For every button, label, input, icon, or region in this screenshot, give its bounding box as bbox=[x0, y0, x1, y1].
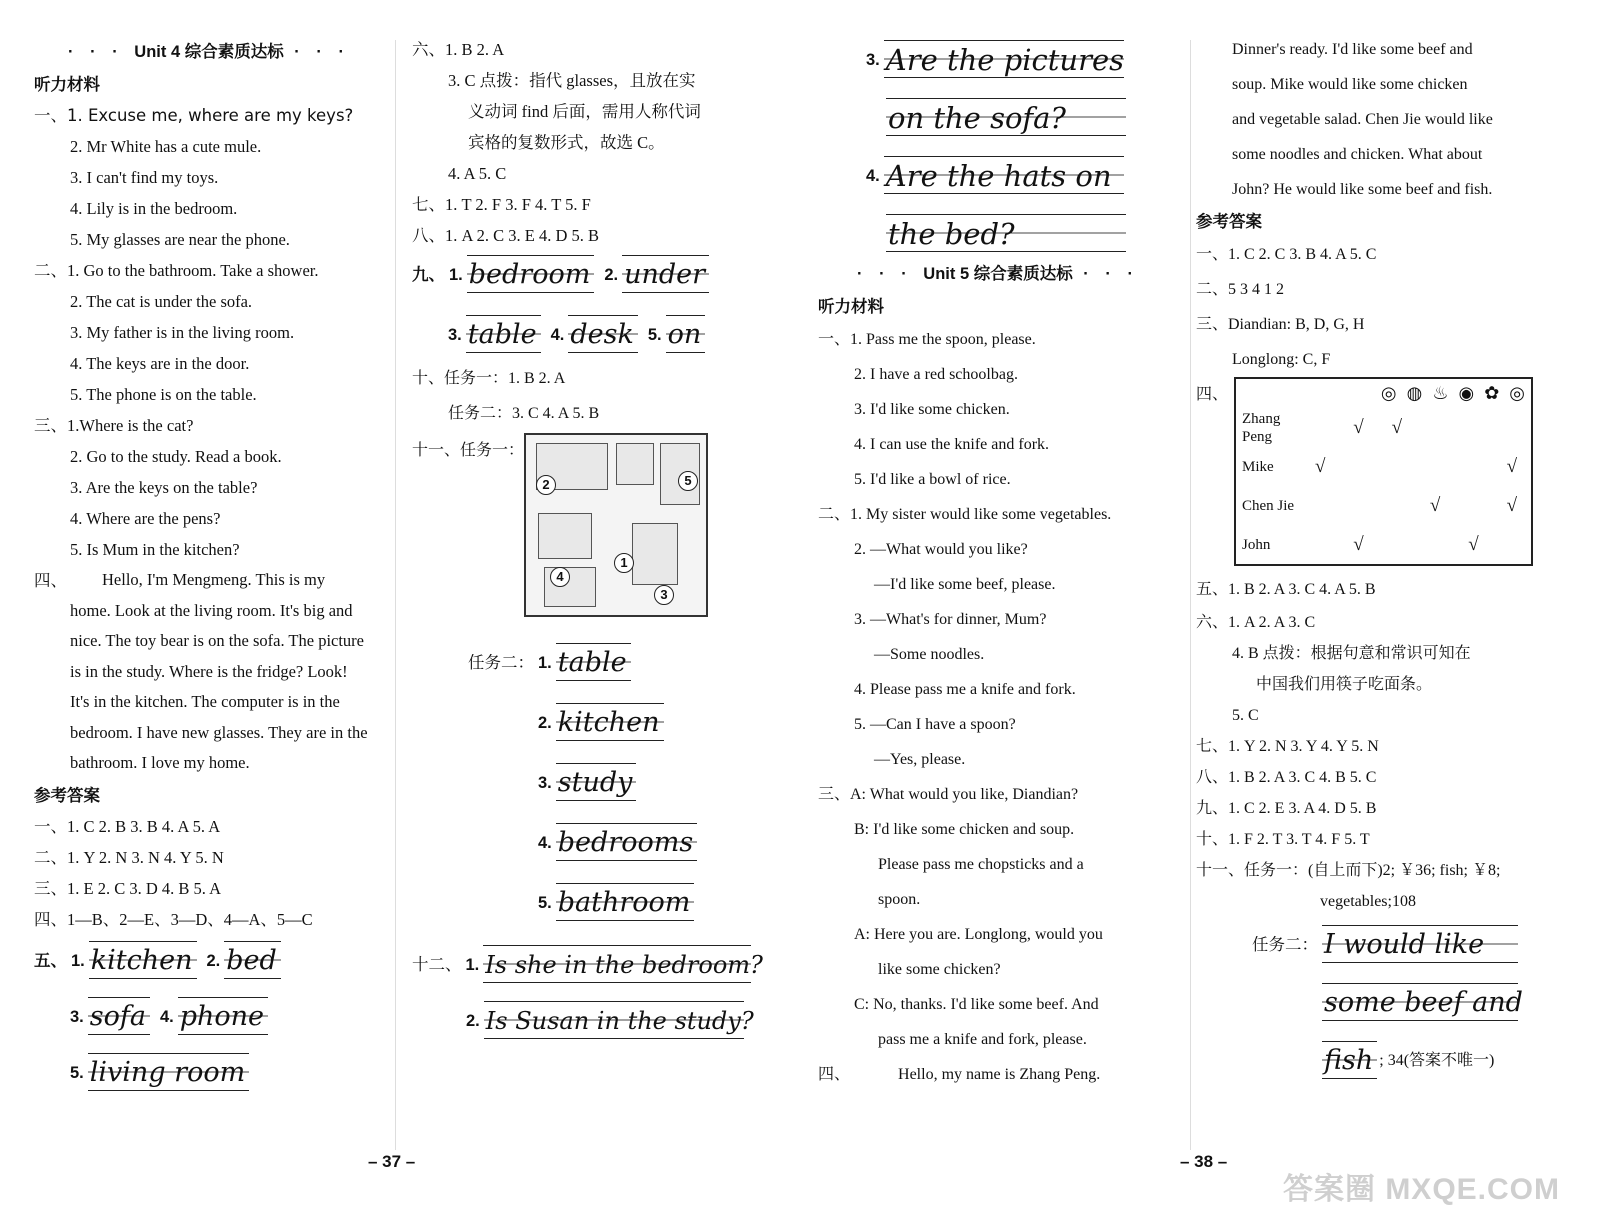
twelve-num-2: 2. bbox=[466, 1012, 480, 1030]
answers-heading: 参考答案 bbox=[34, 785, 100, 805]
top-sentence-4: the bed? bbox=[886, 214, 1126, 252]
u5-s1-line-4: 4. I can use the knife and fork. bbox=[854, 436, 1050, 453]
food-table-check: √ bbox=[1353, 533, 1364, 555]
u5-answer-11b: vegetables;108 bbox=[1320, 893, 1416, 910]
eleven-row bbox=[412, 433, 782, 617]
s2-line-3: 3. My father is in the living room. bbox=[70, 323, 295, 342]
u5-answer-6c: 中国我们用筷子吃面条。 bbox=[1256, 676, 1433, 693]
eleven-task2-row-5 bbox=[412, 883, 782, 921]
twelve-num-1: 1. bbox=[465, 956, 480, 974]
u5-task2-line-3: fish bbox=[1322, 1041, 1377, 1079]
six-3-line: 3. C 点拨：指代 glasses，且放在实 bbox=[448, 71, 696, 90]
food-table-person: Zhang Peng bbox=[1242, 410, 1281, 445]
food-table-row bbox=[1236, 447, 1531, 486]
food-table-check: √ bbox=[1506, 455, 1518, 477]
five-word-1: kitchen bbox=[89, 941, 197, 979]
food-table-check bbox=[1454, 408, 1492, 447]
food-table-check bbox=[1454, 447, 1492, 486]
fish-icon: ✿ bbox=[1484, 383, 1500, 404]
food-table-check bbox=[1301, 486, 1339, 525]
s1-line-5: 5. My glasses are near the phone. bbox=[70, 230, 290, 249]
food-table-person: Chen Jie bbox=[1242, 497, 1295, 514]
ten-line-2: 任务二：3. C 4. A 5. B bbox=[448, 405, 600, 422]
right-col-1 bbox=[818, 40, 1178, 1092]
cont-line-1: Dinner's ready. I'd like some beef and bbox=[1232, 41, 1473, 58]
eleven-task2-word-1: table bbox=[556, 643, 631, 681]
food-table-check bbox=[1339, 486, 1377, 525]
u5-answer-8: 八、1. B 2. A 3. C 4. B 5. C bbox=[1196, 769, 1377, 786]
watermark-logo: 答案圈 MXQE.COM bbox=[1282, 1173, 1560, 1206]
food-table-person: John bbox=[1242, 536, 1271, 553]
food-table bbox=[1234, 377, 1533, 566]
page-number-38: – 38 – bbox=[1180, 1152, 1228, 1171]
map-marker-5: 5 bbox=[678, 471, 698, 491]
eleven-task2-word-5: bathroom bbox=[556, 883, 695, 921]
u5-s4-text: Hello, my name is Zhang Peng. bbox=[898, 1066, 1101, 1083]
five-row-2 bbox=[34, 997, 384, 1035]
eleven-task2-num-4: 4. bbox=[538, 834, 552, 852]
u5-s4-label: 四、 bbox=[818, 1066, 851, 1083]
s2-line-2: 2. The cat is under the sofa. bbox=[70, 292, 253, 311]
answer-line-2: 二、1. Y 2. N 3. N 4. Y 5. N bbox=[34, 847, 224, 867]
food-table-check: √ bbox=[1506, 494, 1518, 516]
u5-answer-1: 一、1. C 2. C 3. B 4. A 5. C bbox=[1196, 246, 1377, 263]
u5-task2-line-1: I would like bbox=[1322, 925, 1518, 963]
eleven-task2-label: 任务二： bbox=[468, 654, 534, 672]
u5-answer-7: 七、1. Y 2. N 3. Y 4. Y 5. N bbox=[1196, 738, 1379, 755]
s2-line-1: 二、1. Go to the bathroom. Take a shower. bbox=[34, 261, 319, 280]
eleven-task2-num-3: 3. bbox=[538, 774, 552, 792]
cont-line-2: soup. Mike would like some chicken bbox=[1232, 76, 1468, 93]
s1-line-2: 2. Mr White has a cute mule. bbox=[70, 137, 262, 156]
five-num-2: 2. bbox=[206, 951, 221, 970]
unit4-title-text: Unit 4 综合素质达标 bbox=[134, 43, 284, 61]
six-45-line: 4. A 5. C bbox=[448, 164, 507, 183]
five-word-3: sofa bbox=[88, 997, 150, 1035]
unit5-title bbox=[818, 256, 1178, 292]
u5-task2-tail: ; 34(答案不唯一) bbox=[1379, 1052, 1495, 1069]
eight-line: 八、1. A 2. C 3. E 4. D 5. B bbox=[412, 226, 600, 245]
title-dots: · · · bbox=[68, 43, 135, 61]
eleven-task2-num-5: 5. bbox=[538, 894, 552, 912]
food-table-check: √ bbox=[1391, 416, 1403, 438]
five-num-5: 5. bbox=[70, 1063, 84, 1082]
top-num-3: 3. bbox=[866, 51, 880, 69]
u5-s4-line bbox=[818, 1057, 1178, 1092]
food-icon-row bbox=[1236, 379, 1531, 408]
food-table-check bbox=[1378, 447, 1416, 486]
eleven-task2-row-4 bbox=[412, 823, 782, 861]
five-word-5: living room bbox=[88, 1053, 249, 1091]
top-row-2 bbox=[818, 98, 1178, 136]
map-marker-1: 1 bbox=[614, 553, 634, 573]
answer-line-1: 一、1. C 2. B 3. B 4. A 5. A bbox=[34, 816, 221, 836]
u5-s3-line-4: spoon. bbox=[878, 891, 921, 908]
food-table-row bbox=[1236, 525, 1531, 564]
u5-s1-line-3: 3. I'd like some chicken. bbox=[854, 401, 1010, 418]
map-room bbox=[616, 443, 654, 485]
u5-task2-row-3 bbox=[1196, 1041, 1546, 1079]
five-num-3: 3. bbox=[70, 1007, 84, 1026]
u5-s1-line-5: 5. I'd like a bowl of rice. bbox=[854, 471, 1011, 488]
five-num-1: 1. bbox=[71, 951, 85, 970]
u5-answer-6b: 4. B 点拨：根据句意和常识可知在 bbox=[1232, 645, 1471, 662]
eleven-task2-row-1 bbox=[412, 643, 782, 681]
title-dots: · · · bbox=[1072, 265, 1139, 283]
salad-icon: ◎ bbox=[1509, 383, 1525, 404]
seven-line: 七、1. T 2. F 3. F 4. T 5. F bbox=[412, 195, 591, 214]
food-table-check bbox=[1339, 447, 1377, 486]
u5-answer-10: 十、1. F 2. T 3. T 4. F 5. T bbox=[1196, 831, 1370, 848]
food-table-check bbox=[1301, 408, 1339, 447]
top-row-1 bbox=[818, 40, 1178, 78]
unit5-title-text: Unit 5 综合素质达标 bbox=[923, 265, 1073, 283]
five-row-3 bbox=[34, 1053, 384, 1091]
top-row-3 bbox=[818, 156, 1178, 194]
nine-word-4: desk bbox=[568, 315, 637, 353]
listening-heading: 听力材料 bbox=[34, 75, 100, 94]
nine-num-4: 4. bbox=[550, 326, 565, 344]
u5-s3-line-1: 三、A: What would you like, Diandian? bbox=[818, 786, 1079, 803]
u5-task2-row-1 bbox=[1196, 925, 1546, 963]
u5-s2-line-6: 4. Please pass me a knife and fork. bbox=[854, 681, 1076, 698]
food-table-check: √ bbox=[1429, 494, 1441, 516]
food-table-check bbox=[1416, 447, 1454, 486]
eleven-task2 bbox=[412, 643, 782, 921]
food-table-check bbox=[1493, 408, 1531, 447]
u5-answer-3a: 三、Diandian: B, D, G, H bbox=[1196, 316, 1365, 333]
u5-task2-line-2: some beef and bbox=[1322, 983, 1518, 1021]
five-word-2: bed bbox=[224, 941, 281, 979]
nine-word-2: under bbox=[622, 255, 709, 293]
floor-plan-map bbox=[524, 433, 708, 617]
nine-num-2: 2. bbox=[604, 266, 619, 284]
nine-row-2 bbox=[412, 315, 782, 353]
u5-s2-line-8: —Yes, please. bbox=[874, 751, 966, 768]
answer-line-3: 三、1. E 2. C 3. D 4. B 5. A bbox=[34, 878, 222, 898]
eleven-label: 十一、任务一： bbox=[412, 442, 525, 459]
food-table-check bbox=[1301, 525, 1339, 564]
beef-icon: ◍ bbox=[1406, 383, 1423, 404]
s3-line-3: 3. Are the keys on the table? bbox=[70, 478, 258, 497]
s3-line-1: 三、1.Where is the cat? bbox=[34, 416, 194, 435]
s1-line-1: 一、1. Excuse me, where are my keys? bbox=[34, 106, 354, 125]
u5-answer-11: 十一、任务一：(自上而下)2; ￥36; fish; ￥8; bbox=[1196, 862, 1501, 879]
s1-line-4: 4. Lily is in the bedroom. bbox=[70, 199, 238, 218]
listening-heading-u5: 听力材料 bbox=[818, 297, 884, 316]
s2-line-5: 5. The phone is on the table. bbox=[70, 385, 257, 404]
nine-word-3: table bbox=[466, 315, 541, 353]
u5-answer-5: 五、1. B 2. A 3. C 4. A 5. B bbox=[1196, 581, 1376, 598]
food-table-check bbox=[1416, 525, 1454, 564]
map-room bbox=[632, 523, 678, 585]
top-row-4 bbox=[818, 214, 1178, 252]
left-col-2 bbox=[412, 34, 782, 1039]
food-table-check: √ bbox=[1353, 416, 1364, 438]
u5-s3-line-7: C: No, thanks. I'd like some beef. And bbox=[854, 996, 1099, 1013]
eleven-task2-word-2: kitchen bbox=[556, 703, 664, 741]
chicken-icon: ◉ bbox=[1458, 383, 1475, 404]
nine-num-1: 1. bbox=[449, 266, 463, 284]
food-table-check bbox=[1493, 525, 1531, 564]
s4-label: 四、 bbox=[34, 571, 67, 590]
u5-s2-line-1: 二、1. My sister would like some vegetables. bbox=[818, 506, 1112, 523]
cont-line-5: John? He would like some beef and fish. bbox=[1232, 181, 1493, 198]
six-3-line-b: 义动词 find 后面，需用人称代词 bbox=[468, 102, 701, 121]
eleven-task2-row-2 bbox=[412, 703, 782, 741]
map-marker-2: 2 bbox=[536, 475, 556, 495]
food-table-check: √ bbox=[1314, 455, 1326, 477]
food-check-table bbox=[1236, 408, 1531, 564]
noodles-icon: ◎ bbox=[1380, 383, 1397, 404]
top-sentence-3: Are the hats on bbox=[884, 156, 1124, 194]
right-col-2 bbox=[1196, 32, 1546, 1079]
s4-text: Hello, I'm Mengmeng. This is my home. Look at the living room. It's big and nice. The toy bear is on the sofa. The picture is in the study. Where is the fridge? Look! It's in the kitchen. The computer is in the bedroom. I have new glasses. They are in the bathroom. I love my home. bbox=[70, 570, 368, 772]
left-col-1 bbox=[34, 34, 384, 1091]
title-dots: · · · bbox=[857, 265, 924, 283]
u5-s2-line-4: 3. —What's for dinner, Mum? bbox=[854, 611, 1047, 628]
s4-passage bbox=[34, 565, 384, 779]
title-dots: · · · bbox=[283, 43, 350, 61]
top-sentence-1: Are the pictures bbox=[884, 40, 1124, 78]
u5-answer-4-label: 四、 bbox=[1196, 386, 1229, 403]
page-number-37: – 37 – bbox=[368, 1152, 416, 1171]
eleven-task2-num-1: 1. bbox=[538, 654, 552, 672]
u5-answer-4 bbox=[1196, 377, 1546, 566]
u5-s3-line-8: pass me a knife and fork, please. bbox=[878, 1031, 1087, 1048]
five-num-4: 4. bbox=[159, 1007, 174, 1026]
food-table-check bbox=[1416, 408, 1454, 447]
map-marker-3: 3 bbox=[654, 585, 674, 605]
ten-line-1: 十、任务一：1. B 2. A bbox=[412, 370, 566, 387]
five-label: 五、 bbox=[34, 951, 67, 970]
food-table-row bbox=[1236, 408, 1531, 447]
u5-s2-line-2: 2. —What would you like? bbox=[854, 541, 1028, 558]
u5-task2-label: 任务二： bbox=[1252, 936, 1318, 954]
top-num-4: 4. bbox=[866, 167, 880, 185]
food-table-body bbox=[1236, 408, 1531, 564]
nine-num-3: 3. bbox=[448, 326, 462, 344]
eleven-task2-word-3: study bbox=[556, 763, 637, 801]
food-table-check bbox=[1378, 525, 1416, 564]
twelve-row-1 bbox=[412, 945, 782, 983]
u5-answer-6: 六、1. A 2. A 3. C bbox=[1196, 614, 1316, 631]
food-table-check: √ bbox=[1468, 533, 1479, 555]
nine-label: 九、 bbox=[412, 266, 445, 284]
eleven-task2-row-3 bbox=[412, 763, 782, 801]
twelve-label: 十二、 bbox=[412, 956, 462, 974]
map-room bbox=[538, 513, 592, 559]
s3-line-2: 2. Go to the study. Read a book. bbox=[70, 447, 282, 466]
cont-line-3: and vegetable salad. Chen Jie would like bbox=[1232, 111, 1493, 128]
answers-heading-u5: 参考答案 bbox=[1196, 212, 1262, 231]
u5-answer-3b: Longlong: C, F bbox=[1232, 351, 1331, 368]
five-row-1 bbox=[34, 941, 384, 979]
s1-line-3: 3. I can't find my toys. bbox=[70, 168, 219, 187]
u5-answer-2: 二、5 3 4 1 2 bbox=[1196, 281, 1285, 298]
page-38 bbox=[800, 0, 1600, 1226]
nine-num-5: 5. bbox=[647, 326, 662, 344]
top-sentence-2: on the sofa? bbox=[886, 98, 1126, 136]
six-line: 六、1. B 2. A bbox=[412, 40, 505, 59]
u5-task2-row-2 bbox=[1196, 983, 1546, 1021]
answer-line-4: 四、1—B、2—E、3—D、4—A、5—C bbox=[34, 909, 313, 929]
s3-line-5: 5. Is Mum in the kitchen? bbox=[70, 540, 240, 559]
u5-s2-line-5: —Some noodles. bbox=[874, 646, 985, 663]
food-table-check bbox=[1378, 486, 1416, 525]
soup-icon: ♨ bbox=[1432, 383, 1449, 404]
twelve-section bbox=[412, 945, 782, 1039]
u5-s3-line-3: Please pass me chopsticks and a bbox=[878, 856, 1084, 873]
u5-s3-line-2: B: I'd like some chicken and soup. bbox=[854, 821, 1075, 838]
five-word-4: phone bbox=[178, 997, 268, 1035]
unit4-title bbox=[34, 34, 384, 70]
food-table-person: Mike bbox=[1242, 458, 1274, 475]
nine-word-5: on bbox=[666, 315, 706, 353]
u5-answer-9: 九、1. C 2. E 3. A 4. D 5. B bbox=[1196, 800, 1377, 817]
map-marker-4: 4 bbox=[550, 567, 570, 587]
u5-s3-line-5: A: Here you are. Longlong, would you bbox=[854, 926, 1103, 943]
twelve-row-2 bbox=[412, 1001, 782, 1039]
six-3-line-c: 宾格的复数形式，故选 C。 bbox=[468, 133, 665, 152]
food-table-row bbox=[1236, 486, 1531, 525]
s3-line-4: 4. Where are the pens? bbox=[70, 509, 221, 528]
u5-s2-line-7: 5. —Can I have a spoon? bbox=[854, 716, 1016, 733]
nine-word-1: bedroom bbox=[467, 255, 595, 293]
twelve-sentence-2: Is Susan in the study? bbox=[484, 1001, 744, 1039]
u5-s2-line-3: —I'd like some beef, please. bbox=[874, 576, 1056, 593]
cont-line-4: some noodles and chicken. What about bbox=[1232, 146, 1483, 163]
u5-s3-line-6: like some chicken? bbox=[878, 961, 1001, 978]
u5-answer-6d: 5. C bbox=[1232, 707, 1259, 724]
s2-line-4: 4. The keys are in the door. bbox=[70, 354, 250, 373]
twelve-sentence-1: Is she in the bedroom? bbox=[483, 945, 751, 983]
u5-s1-line-1: 一、1. Pass me the spoon, please. bbox=[818, 331, 1036, 348]
food-table-check bbox=[1454, 486, 1492, 525]
u5-s1-line-2: 2. I have a red schoolbag. bbox=[854, 366, 1018, 383]
nine-row-1 bbox=[412, 255, 782, 293]
eleven-task2-num-2: 2. bbox=[538, 714, 552, 732]
eleven-task2-word-4: bedrooms bbox=[556, 823, 697, 861]
